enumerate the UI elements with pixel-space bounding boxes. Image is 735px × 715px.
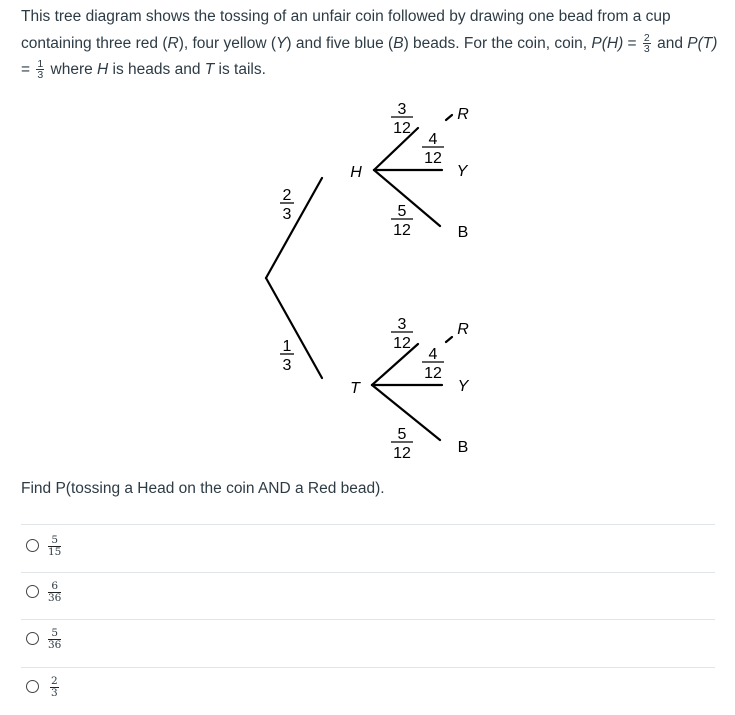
- tails-red-outcome: R: [457, 321, 469, 338]
- radio-button-3[interactable]: [26, 632, 39, 645]
- and-text: and: [652, 34, 688, 52]
- option-2-fraction: [48, 581, 61, 604]
- p-heads-numerator: 2: [282, 187, 292, 204]
- heads-red-outcome: R: [457, 106, 469, 123]
- tick-mark: [446, 115, 452, 120]
- intro-text: ) beads. For the coin, coin,: [403, 34, 592, 52]
- numerator: 5: [48, 535, 61, 547]
- heads-blue-outcome: B: [457, 224, 469, 241]
- denominator: 36: [48, 592, 62, 604]
- tails-red-numerator: 3: [397, 316, 407, 333]
- heads-yellow-outcome: Y: [456, 163, 468, 180]
- question-prompt: Find P(tossing a Head on the coin AND a Red bead).: [21, 480, 385, 497]
- heads-yellow-denominator: 12: [424, 150, 442, 167]
- p-tails-label: P(T): [687, 34, 718, 52]
- red-symbol: R: [167, 34, 179, 52]
- p-heads-label: P(H): [591, 34, 624, 52]
- denominator: 3: [51, 687, 58, 699]
- intro-text: ) and five blue (: [286, 34, 394, 52]
- where-text: where: [46, 61, 98, 78]
- tick-mark: [446, 337, 452, 342]
- heads-label: H: [350, 164, 362, 181]
- heads-blue-numerator: 5: [397, 203, 407, 220]
- option-1-fraction: [48, 535, 61, 558]
- numerator: 5: [48, 628, 61, 640]
- equals: =: [21, 61, 35, 78]
- equals: =: [623, 34, 641, 52]
- heads-blue-branch-line: [374, 170, 440, 226]
- heads-text: is heads and: [108, 61, 205, 78]
- p-heads-denominator: 3: [282, 206, 292, 223]
- denominator: 3: [643, 42, 650, 55]
- heads-red-denominator: 12: [393, 120, 411, 137]
- radio-button-2[interactable]: [26, 585, 39, 598]
- heads-red-numerator: 3: [397, 101, 407, 118]
- option-divider: [21, 667, 715, 668]
- heads-yellow-numerator: 4: [428, 131, 438, 148]
- radio-button-4[interactable]: [26, 680, 39, 693]
- tails-yellow-denominator: 12: [424, 365, 442, 382]
- tails-text: is tails.: [214, 61, 266, 78]
- numerator: 1: [37, 58, 44, 71]
- option-divider: [21, 619, 715, 620]
- radio-button-1[interactable]: [26, 539, 39, 552]
- p-tails-denominator: 3: [282, 357, 292, 374]
- tails-blue-outcome: B: [457, 439, 469, 456]
- p-tails-numerator: 1: [282, 338, 292, 355]
- blue-symbol: B: [393, 34, 404, 52]
- option-divider: [21, 524, 715, 525]
- denominator: 3: [37, 69, 44, 82]
- tails-yellow-outcome: Y: [457, 378, 469, 395]
- tails-red-denominator: 12: [393, 335, 411, 352]
- tails-branch-line: [266, 278, 322, 378]
- intro-text: ), four yellow (: [178, 34, 277, 52]
- yellow-symbol: Y: [276, 34, 287, 52]
- option-divider: [21, 572, 715, 573]
- tails-blue-numerator: 5: [397, 426, 407, 443]
- tails-symbol: T: [204, 61, 215, 78]
- tails-blue-denominator: 12: [393, 445, 411, 462]
- option-4-fraction: [50, 676, 59, 699]
- intro-text: This tree diagram shows the tossing of an unfair coin followed by drawing one bead from a cup containing three red (: [21, 8, 671, 52]
- numerator: 2: [51, 675, 58, 687]
- numerator: 2: [643, 31, 650, 44]
- heads-blue-denominator: 12: [393, 222, 411, 239]
- tails-label: T: [350, 380, 360, 397]
- numerator: 6: [48, 581, 61, 593]
- denominator: 15: [48, 546, 62, 558]
- heads-branch-line: [266, 178, 322, 278]
- denominator: 36: [48, 639, 62, 651]
- option-3-fraction: [48, 628, 61, 651]
- tails-yellow-numerator: 4: [428, 346, 438, 363]
- heads-symbol: H: [97, 61, 109, 78]
